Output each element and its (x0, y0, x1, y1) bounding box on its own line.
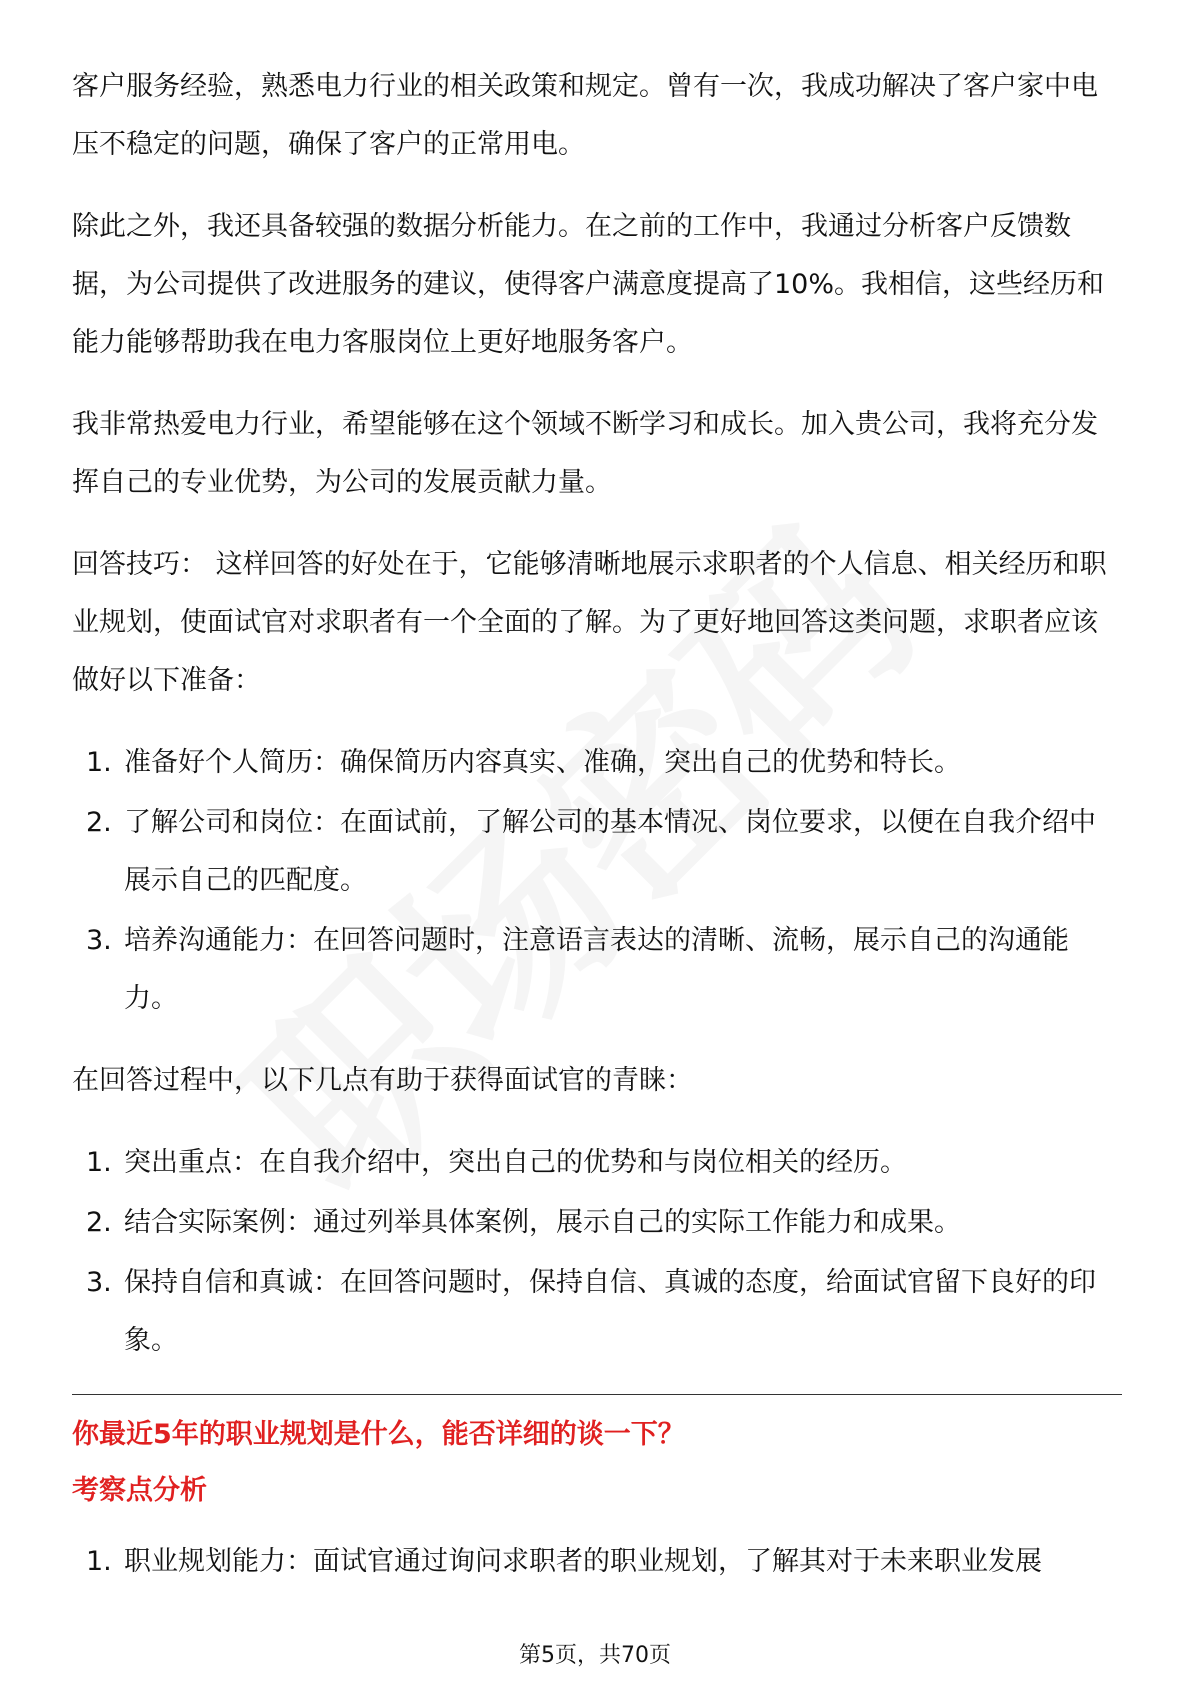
list-item (72, 1194, 1122, 1252)
analysis-title: 考察点分析 (72, 1475, 207, 1506)
tips-list (72, 1134, 1122, 1370)
analysis-list (72, 1533, 1122, 1591)
list-item (72, 912, 1122, 1028)
paragraph: 客户服务经验，熟悉电力行业的相关政策和规定。曾有一次，我成功解决了客户家中电压不稳定的问题，确保了客户的正常用电。 (72, 71, 1098, 160)
list-item (72, 794, 1122, 910)
list-item (72, 734, 1122, 792)
list-text: 了解公司和岗位：在面试前，了解公司的基本情况、岗位要求，以便在自我介绍中展示自己的匹配度。 (124, 807, 1096, 896)
list-text: 保持自信和真诚：在回答问题时，保持自信、真诚的态度，给面试官留下良好的印象。 (124, 1267, 1096, 1356)
list-text: 突出重点：在自我介绍中，突出自己的优势和与岗位相关的经历。 (124, 1147, 907, 1178)
list-item (72, 1533, 1122, 1591)
list-number: 3. (86, 925, 112, 956)
list-item (72, 1134, 1122, 1192)
list-text: 结合实际案例：通过列举具体案例，展示自己的实际工作能力和成果。 (124, 1207, 961, 1238)
answer-tips-paragraph: 回答技巧： 这样回答的好处在于，它能够清晰地展示求职者的个人信息、相关经历和职业规划，使面试官对求职者有一个全面的了解。为了更好地回答这类问题，求职者应该做好以下准备： (72, 549, 1107, 696)
list-number: 1. (86, 1147, 112, 1178)
list-number: 1. (86, 1546, 112, 1577)
list-number: 3. (86, 1267, 112, 1298)
preparation-list (72, 734, 1122, 1028)
list-number: 2. (86, 1207, 112, 1238)
document-body (72, 58, 1122, 1615)
section-divider (72, 1394, 1122, 1395)
list-text: 职业规划能力：面试官通过询问求职者的职业规划，了解其对于未来职业发展 (124, 1546, 1042, 1577)
list-number: 1. (86, 747, 112, 778)
paragraph: 我非常热爱电力行业，希望能够在这个领域不断学习和成长。加入贵公司，我将充分发挥自己的专业优势，为公司的发展贡献力量。 (72, 409, 1098, 498)
list-text: 培养沟通能力：在回答问题时，注意语言表达的清晰、流畅，展示自己的沟通能力。 (124, 925, 1069, 1014)
list-item (72, 1254, 1122, 1370)
list-text: 准备好个人简历：确保简历内容真实、准确，突出自己的优势和特长。 (124, 747, 961, 778)
paragraph: 除此之外，我还具备较强的数据分析能力。在之前的工作中，我通过分析客户反馈数据，为公司提供了改进服务的建议，使得客户满意度提高了10%。我相信，这些经历和能力能够帮助我在电力客服岗位上更好地服务客户。 (72, 211, 1105, 358)
question-title: 你最近5年的职业规划是什么，能否详细的谈一下？ (72, 1419, 685, 1450)
page-footer: 第5页，共70页 (519, 1643, 671, 1668)
paragraph: 在回答过程中，以下几点有助于获得面试官的青睐： (72, 1065, 693, 1096)
list-number: 2. (86, 807, 112, 838)
